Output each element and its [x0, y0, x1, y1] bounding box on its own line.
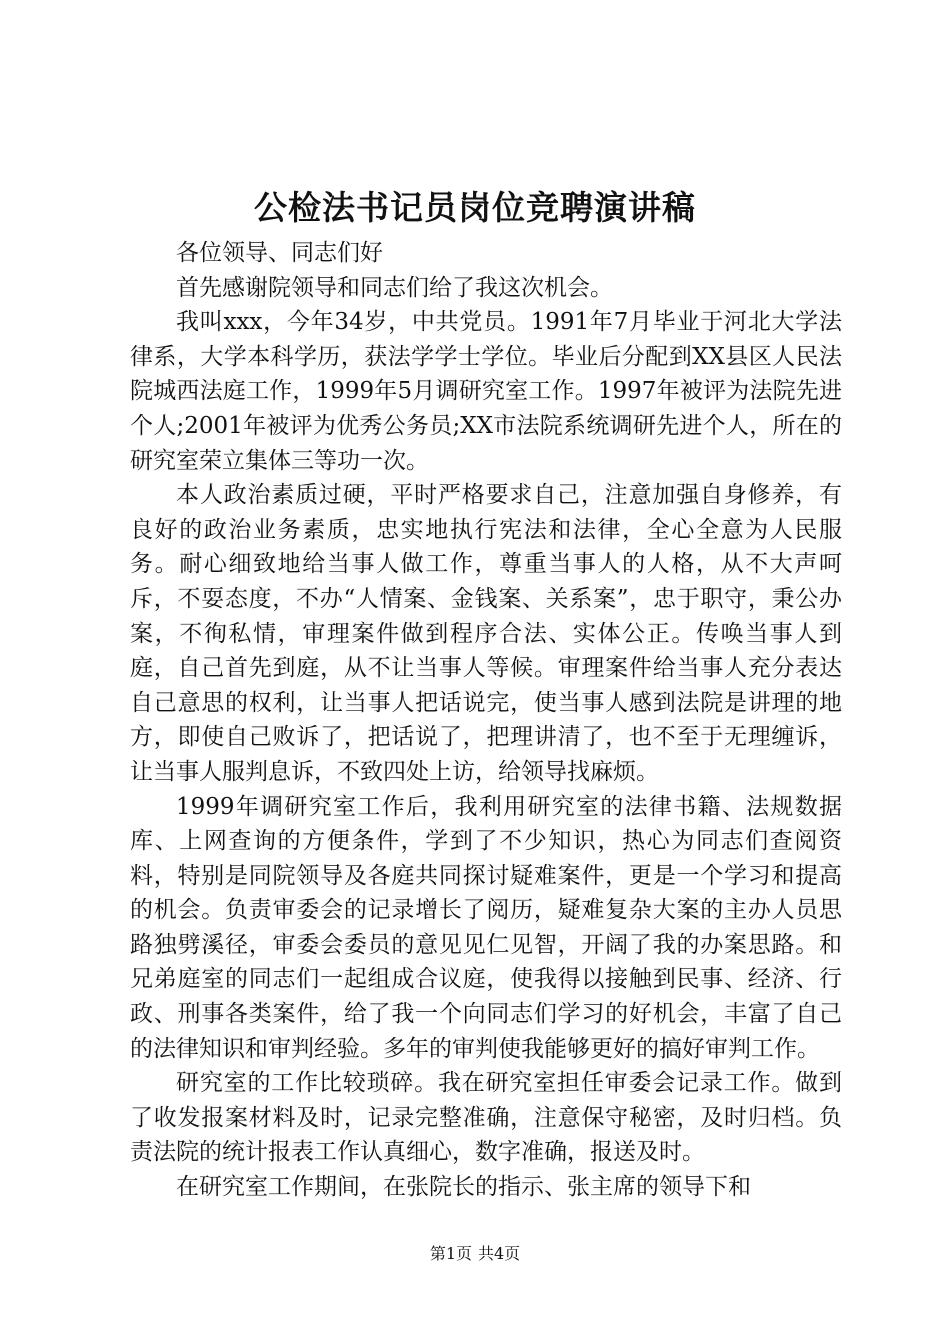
document-body: [130, 236, 842, 1205]
page-number: 第1页: [429, 1244, 472, 1263]
salutation-paragraph: 各位领导、同志们好: [176, 240, 383, 266]
body-paragraph: 首先感谢院领导和同志们给了我这次机会。: [176, 274, 613, 301]
page-total: 共4页: [478, 1244, 521, 1263]
body-paragraph: 我叫xxx，今年34岁，中共党员。1991年7月毕业于河北大学法律系，大学本科学历，获法学学士学位。毕业后分配到XX县区人民法院城西法庭工作，1999年5月调研究室工作。1997年被评为法院先进个人;2001年被评为优秀公务员;XX市法院系统调研先进个人，所在的研究室荣立集体三等功一次。: [130, 309, 842, 474]
body-paragraph: 本人政治素质过硬，平时严格要求自己，注意加强自身修养，有良好的政治业务素质，忠实地执行宪法和法律，全心全意为人民服务。耐心细致地给当事人做工作，尊重当事人的人格，从不大声呵斥，不耍态度，不办“人情案、金钱案、关系案”，忠于职守，秉公办案，不徇私情，审理案件做到程序合法、实体公正。传唤当事人到庭，自己首先到庭，从不让当事人等候。审理案件给当事人充分表达自己意思的权利，让当事人把话说完，使当事人感到法院是讲理的地方，即使自己败诉了，把话说了，把理讲清了，也不至于无理缠诉，让当事人服判息诉，不致四处上访，给领导找麻烦。: [130, 482, 842, 785]
body-paragraph: 研究室的工作比较琐碎。我在研究室担任审委会记录工作。做到了收发报案材料及时，记录完整准确，注意保守秘密，及时归档。负责法院的统计报表工作认真细心，数字准确，报送及时。: [130, 1070, 842, 1166]
document-title: 公检法书记员岗位竞聘演讲稿: [254, 188, 696, 227]
body-paragraph: 1999年调研究室工作后，我利用研究室的法律书籍、法规数据库、上网查询的方便条件，学到了不少知识，热心为同志们查阅资料，特别是同院领导及各庭共同探讨疑难案件，更是一个学习和提高的机会。负责审委会的记录增长了阅历，疑难复杂大案的主办人员思路独劈溪径，审委会委员的意见见仁见智，开阔了我的办案思路。和兄弟庭室的同志们一起组成合议庭，使我得以接触到民事、经济、行政、刑事各类案件，给了我一个向同志们学习的好机会，丰富了自己的法律知识和审判经验。多年的审判使我能够更好的搞好审判工作。: [130, 793, 842, 1062]
page-footer: [0, 1244, 950, 1264]
body-paragraph: 在研究室工作期间，在张院长的指示、张主席的领导下和: [176, 1174, 751, 1201]
